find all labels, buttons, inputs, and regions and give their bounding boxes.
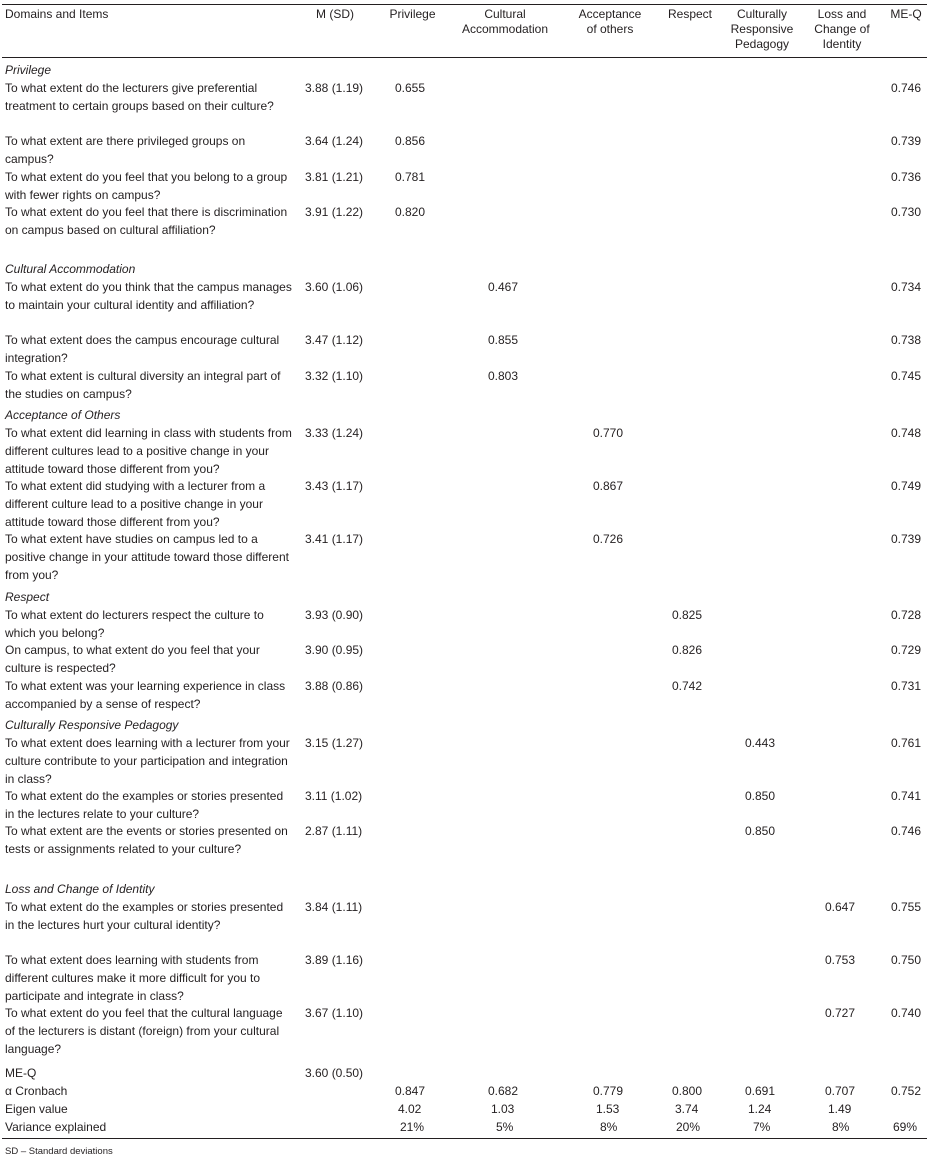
item-meq: 0.738 (891, 333, 922, 347)
item-loading-respect: 0.825 (672, 608, 703, 622)
item-text: On campus, to what extent do you feel that your culture is respected? (5, 643, 260, 675)
item-meq: 0.728 (891, 608, 922, 622)
header-loss-and-change-of-identity: Loss and Change of Identity (814, 7, 870, 51)
item-m-sd: 3.43 (1.17) (305, 479, 364, 493)
item-text: To what extent do you feel that there is discrimination on campus based on cultural affiliation? (5, 205, 288, 237)
summary-row-label: Variance explained (5, 1120, 107, 1134)
header-acceptance-of-others: Acceptance of others (578, 7, 642, 36)
summary-value: 1.03 (491, 1102, 515, 1116)
item-loading-crp: 0.443 (745, 736, 776, 750)
domain-heading-respect: Respect (5, 590, 50, 604)
item-loading-acceptance: 0.867 (593, 479, 624, 493)
item-meq: 0.734 (891, 280, 922, 294)
summary-value: 4.02 (398, 1102, 422, 1116)
item-loading-privilege: 0.781 (395, 170, 426, 184)
item-m-sd: 3.67 (1.10) (305, 1006, 364, 1020)
item-m-sd: 3.93 (0.90) (305, 608, 364, 622)
item-loading-loss: 0.647 (825, 900, 856, 914)
item-text: To what extent does learning with a lecturer from your culture contribute to your participation and integration in class? (5, 736, 290, 786)
item-meq: 0.741 (891, 789, 922, 803)
item-loading-cultural-accommodation: 0.855 (488, 333, 519, 347)
item-m-sd: 3.84 (1.11) (305, 900, 363, 914)
item-meq: 0.736 (891, 170, 922, 184)
item-text: To what extent did studying with a lecturer from a different culture lead to a positive change in your attitude toward those different from you? (5, 479, 266, 529)
item-meq: 0.740 (891, 1006, 922, 1020)
item-m-sd: 3.11 (1.02) (305, 789, 363, 803)
item-loading-crp: 0.850 (745, 824, 776, 838)
item-m-sd: 3.90 (0.95) (305, 643, 364, 657)
item-m-sd: 3.64 (1.24) (305, 134, 364, 148)
item-text: To what extent do lecturers respect the culture to which you belong? (5, 608, 264, 640)
item-m-sd: 3.88 (0.86) (305, 679, 364, 693)
summary-row-label: Eigen value (5, 1102, 68, 1116)
header-privilege: Privilege (389, 7, 436, 21)
item-meq: 0.746 (891, 81, 922, 95)
item-m-sd: 3.47 (1.12) (305, 333, 364, 347)
summary-meq-m-sd: 3.60 (0.50) (305, 1066, 364, 1080)
summary-value: 0.779 (593, 1084, 624, 1098)
header-me-q: ME-Q (890, 7, 922, 21)
header-respect: Respect (667, 7, 713, 21)
summary-value: 0.691 (745, 1084, 776, 1098)
item-text: To what extent do the examples or stories presented in the lectures relate to your culture? (5, 789, 284, 821)
item-meq: 0.730 (891, 205, 922, 219)
summary-value: 8% (600, 1120, 618, 1134)
summary-value: 5% (496, 1120, 514, 1134)
item-loading-acceptance: 0.726 (593, 532, 624, 546)
item-loading-acceptance: 0.770 (593, 426, 624, 440)
item-loading-privilege: 0.820 (395, 205, 426, 219)
domain-heading-loss-and-change-of-identity: Loss and Change of Identity (5, 882, 155, 896)
item-meq: 0.748 (891, 426, 922, 440)
summary-meq-label: ME-Q (5, 1066, 37, 1080)
item-text: To what extent are the events or stories presented on tests or assignments related to your culture? (5, 824, 288, 856)
bottom-rule (2, 1138, 927, 1139)
item-text: To what extent does the campus encourage cultural integration? (5, 333, 280, 365)
item-loading-respect: 0.826 (672, 643, 703, 657)
top-rule (2, 4, 927, 5)
item-m-sd: 3.81 (1.21) (305, 170, 364, 184)
item-meq: 0.729 (891, 643, 922, 657)
item-m-sd: 2.87 (1.11) (305, 824, 363, 838)
summary-row-label: α Cronbach (5, 1084, 68, 1098)
item-text: To what extent do you feel that you belong to a group with fewer rights on campus? (5, 170, 288, 202)
summary-value: 1.53 (596, 1102, 620, 1116)
item-m-sd: 3.89 (1.16) (305, 953, 364, 967)
domain-heading-acceptance-of-others: Acceptance of Others (5, 408, 121, 422)
summary-value: 0.752 (891, 1084, 922, 1098)
item-text: To what extent do you think that the campus manages to maintain your cultural identity and affiliation? (5, 280, 292, 312)
item-m-sd: 3.15 (1.27) (305, 736, 364, 750)
item-text: To what extent was your learning experience in class accompanied by a sense of respect? (5, 679, 286, 711)
summary-value: 21% (400, 1120, 425, 1134)
item-meq: 0.739 (891, 134, 922, 148)
header-cultural-accommodation: Cultural Accommodation (461, 7, 549, 36)
item-m-sd: 3.33 (1.24) (305, 426, 364, 440)
item-meq: 0.761 (891, 736, 922, 750)
summary-value: 0.707 (825, 1084, 856, 1098)
item-meq: 0.755 (891, 900, 922, 914)
item-loading-loss: 0.753 (825, 953, 856, 967)
header-culturally-responsive-pedagogy: Culturally Responsive Pedagogy (730, 7, 794, 51)
header-domains-and-items: Domains and Items (5, 7, 109, 21)
item-meq: 0.750 (891, 953, 922, 967)
header-m-sd: M (SD) (316, 7, 354, 21)
header-rule (2, 57, 927, 58)
summary-value: 0.682 (488, 1084, 519, 1098)
item-loading-privilege: 0.856 (395, 134, 426, 148)
summary-value: 7% (753, 1120, 771, 1134)
summary-value: 0.847 (395, 1084, 426, 1098)
domain-heading-culturally-responsive-pedagogy: Culturally Responsive Pedagogy (5, 718, 179, 732)
table-footnote: SD – Standard deviations (5, 1146, 113, 1157)
item-loading-cultural-accommodation: 0.803 (488, 369, 519, 383)
item-meq: 0.746 (891, 824, 922, 838)
summary-value: 1.24 (748, 1102, 772, 1116)
summary-value: 69% (893, 1120, 918, 1134)
item-m-sd: 3.41 (1.17) (305, 532, 364, 546)
item-loading-privilege: 0.655 (395, 81, 426, 95)
item-loading-cultural-accommodation: 0.467 (488, 280, 519, 294)
item-text: To what extent is cultural diversity an integral part of the studies on campus? (5, 369, 281, 401)
domain-heading-privilege: Privilege (5, 63, 52, 77)
item-text: To what extent does learning with students from different cultures make it more difficult for you to participate and integrate in class? (5, 953, 261, 1003)
item-meq: 0.749 (891, 479, 922, 493)
item-meq: 0.731 (891, 679, 922, 693)
item-text: To what extent are there privileged groups on campus? (5, 134, 246, 166)
summary-value: 0.800 (672, 1084, 703, 1098)
item-loading-respect: 0.742 (672, 679, 703, 693)
item-text: To what extent did learning in class with students from different cultures lead to a positive change in your attitude toward those different from you? (5, 426, 292, 476)
item-m-sd: 3.60 (1.06) (305, 280, 364, 294)
item-text: To what extent do you feel that the cultural language of the lecturers is distant (foreign) from your cultural language? (5, 1006, 283, 1056)
summary-value: 8% (832, 1120, 850, 1134)
item-meq: 0.745 (891, 369, 922, 383)
item-text: To what extent do the lecturers give preferential treatment to certain groups based on their culture? (5, 81, 274, 113)
summary-value: 3.74 (675, 1102, 699, 1116)
item-loading-loss: 0.727 (825, 1006, 856, 1020)
item-text: To what extent do the examples or stories presented in the lectures hurt your cultural identity? (5, 900, 284, 932)
summary-value: 20% (676, 1120, 701, 1134)
item-text: To what extent have studies on campus led to a positive change in your attitude toward those different from you? (5, 532, 289, 582)
item-loading-crp: 0.850 (745, 789, 776, 803)
item-m-sd: 3.91 (1.22) (305, 205, 364, 219)
item-meq: 0.739 (891, 532, 922, 546)
summary-value: 1.49 (828, 1102, 852, 1116)
item-m-sd: 3.32 (1.10) (305, 369, 364, 383)
item-m-sd: 3.88 (1.19) (305, 81, 364, 95)
domain-heading-cultural-accommodation: Cultural Accommodation (5, 262, 136, 276)
